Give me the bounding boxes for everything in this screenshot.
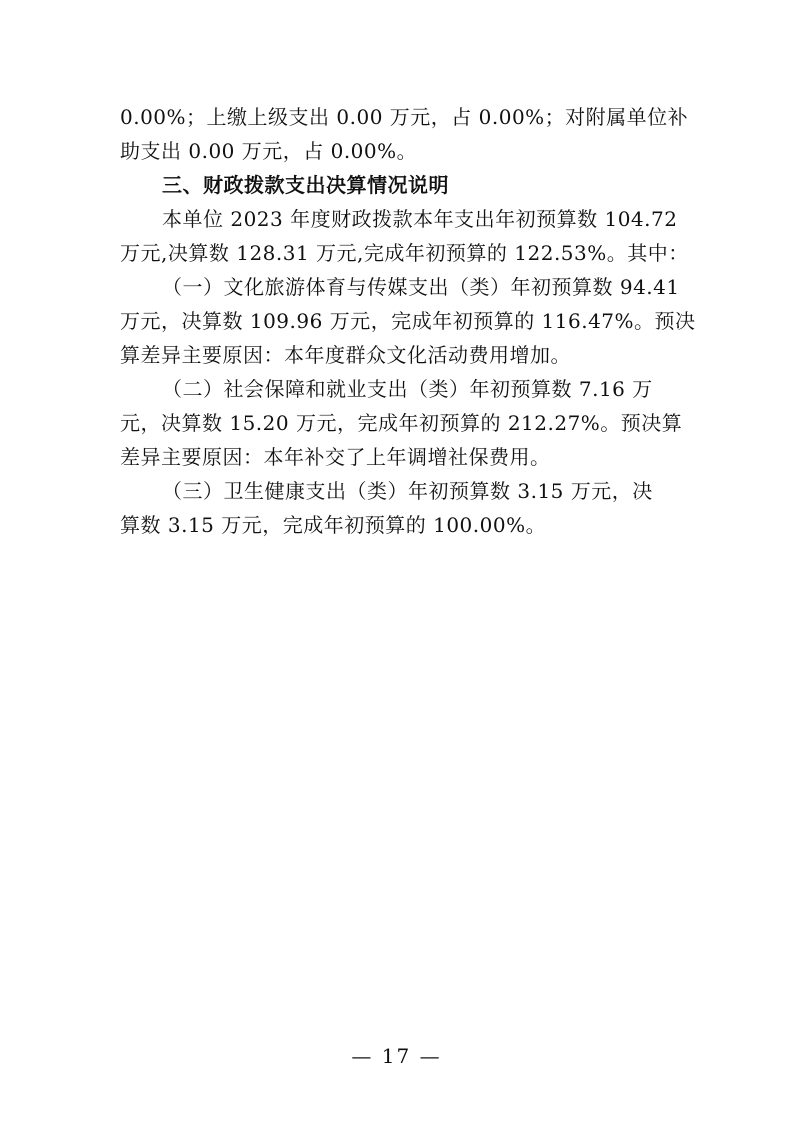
section-heading: 三、财政拨款支出决算情况说明 [162,173,449,197]
text-line: 万元,决算数 128.31 万元,完成年初预算的 122.53%。其中： [120,241,689,265]
text-line: （三）卫生健康支出（类）年初预算数 3.15 万元，决 [162,479,653,503]
text-line: 助支出 0.00 万元，占 0.00%。 [120,139,418,163]
page-number: — 17 — [351,1044,442,1068]
text-line: 差异主要原因：本年补交了上年调增社保费用。 [120,445,551,469]
text-line: 算差异主要原因：本年度群众文化活动费用增加。 [120,343,571,367]
text-line: 万元，决算数 109.96 万元，完成年初预算的 116.47%。预决 [120,309,696,333]
text-line: （二）社会保障和就业支出（类）年初预算数 7.16 万 [162,377,653,401]
text-line: 0.00%；上缴上级支出 0.00 万元，占 0.00%；对附属单位补 [120,105,689,129]
text-line: （一）文化旅游体育与传媒支出（类）年初预算数 94.41 [162,275,680,299]
text-line: 元，决算数 15.20 万元，完成年初预算的 212.27%。预决算 [120,411,683,435]
body-text [120,100,696,542]
text-line: 本单位 2023 年度财政拨款本年支出年初预算数 104.72 [162,207,678,231]
text-line: 算数 3.15 万元，完成年初预算的 100.00%。 [120,513,547,537]
